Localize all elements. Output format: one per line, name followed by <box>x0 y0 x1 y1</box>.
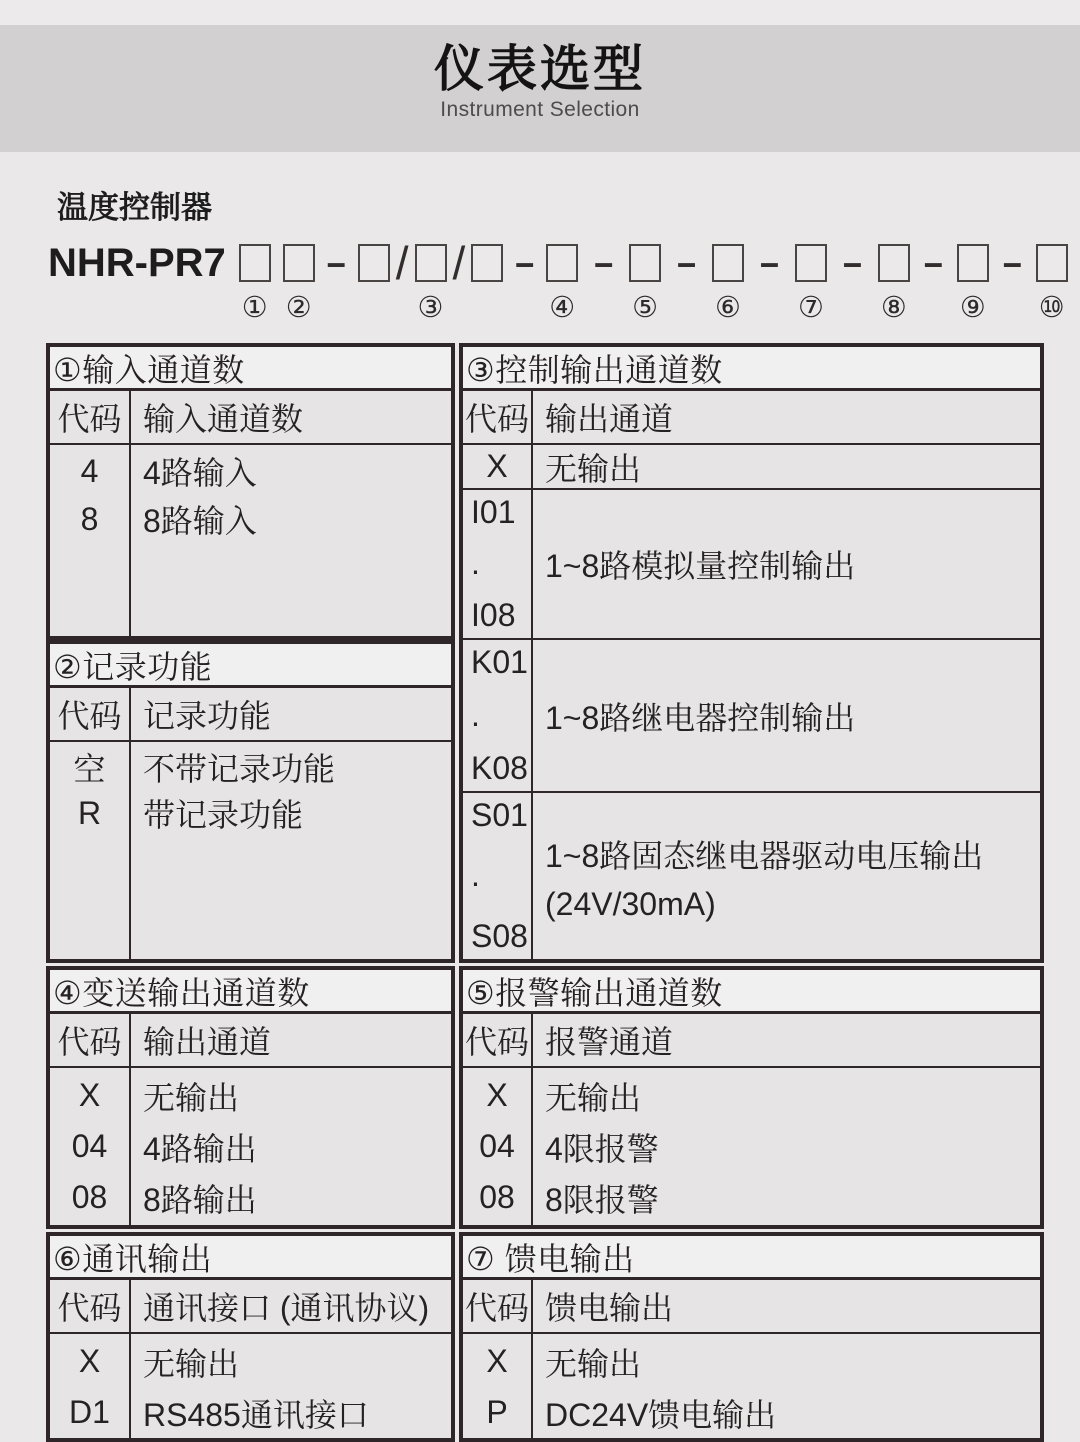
desc-cell: 无输出 <box>545 1345 642 1382</box>
model-code-box-1 <box>239 244 271 324</box>
model-code-box-9 <box>795 244 827 324</box>
model-position-label: ⑩ <box>1038 290 1065 324</box>
model-code-box-3 <box>358 244 390 324</box>
desc-cell: 1~8路继电器控制输出 <box>545 699 856 736</box>
desc-cell: 1~8路固态继电器驱动电压输出 (24V/30mA) <box>545 838 984 922</box>
code-box-icon <box>546 244 578 282</box>
model-position-label: ⑥ <box>715 290 742 324</box>
col-header-code: 代码 <box>463 391 533 443</box>
table-transmit-output-channels <box>46 966 455 1229</box>
model-position-label: ⑤ <box>632 290 659 324</box>
code-box-icon <box>795 244 827 282</box>
table-row-no-output <box>463 445 1040 490</box>
code-cell: X <box>78 1343 101 1379</box>
desc-cell: 8路输出 <box>143 1181 257 1218</box>
dash-separator-icon: – <box>760 241 779 285</box>
col-header-desc: 通讯接口 (通讯协议) <box>143 1290 430 1326</box>
table-section-title: ①输入通道数 <box>50 347 451 391</box>
top-strip <box>0 0 1080 25</box>
table-body <box>50 1334 451 1438</box>
code-box-icon <box>629 244 661 282</box>
table-communication-output <box>46 1232 455 1442</box>
slash-separator-icon: / <box>452 237 466 289</box>
desc-cell: 1~8路模拟量控制输出 <box>545 548 856 584</box>
col-header-desc: 输出通道 <box>545 401 674 437</box>
table-record-function <box>46 640 455 963</box>
code-cell: P <box>486 1394 508 1430</box>
table-control-output-channels <box>459 343 1044 963</box>
dash-separator-icon: – <box>326 241 346 285</box>
table-body <box>50 445 451 636</box>
selection-tables <box>46 343 1080 1442</box>
model-code-box-7 <box>629 244 661 324</box>
dash-separator-icon: – <box>923 241 943 285</box>
table-input-channels <box>46 343 455 640</box>
table-body <box>463 1334 1040 1438</box>
desc-cell: 4路输出 <box>143 1130 257 1167</box>
desc-cell: 无输出 <box>143 1079 240 1116</box>
col-header-code: 代码 <box>50 391 131 443</box>
model-code-box-12 <box>1036 244 1068 324</box>
page-title: 仪表选型 <box>434 41 646 97</box>
dash-separator-icon: – <box>594 241 614 285</box>
model-code-box-5 <box>471 244 503 324</box>
table-section-title: ②记录功能 <box>50 644 451 688</box>
code-cell: 4 <box>80 452 99 489</box>
dash-separator-icon: – <box>1002 241 1022 285</box>
code-box-icon <box>283 244 315 282</box>
table-section-title: ③控制输出通道数 <box>463 347 1040 391</box>
col-header-desc: 记录功能 <box>143 698 272 734</box>
table-section-title: ⑤报警输出通道数 <box>463 970 1040 1014</box>
desc-cell: RS485通讯接口 <box>143 1396 369 1433</box>
column-header-row <box>463 1014 1040 1068</box>
table-section-title: ⑦ 馈电输出 <box>463 1236 1040 1280</box>
model-code-box-8 <box>712 244 744 324</box>
table-row-ssr-output <box>463 793 1040 959</box>
col-header-code: 代码 <box>463 1014 533 1066</box>
code-box-icon <box>239 244 271 282</box>
model-code-box-11 <box>957 244 989 324</box>
code-box-icon <box>415 244 447 282</box>
code-cell: X <box>486 1077 508 1113</box>
code-box-icon <box>712 244 744 282</box>
col-header-code: 代码 <box>50 1280 131 1332</box>
model-code-box-4 <box>415 244 447 324</box>
model-position-label: ③ <box>417 290 444 324</box>
table-power-supply-output <box>459 1232 1044 1442</box>
model-position-label: ① <box>241 290 268 324</box>
page-header <box>0 25 1080 152</box>
desc-cell: 带记录功能 <box>143 797 304 833</box>
table-row-analog-output <box>463 490 1040 640</box>
column-header-row <box>50 1014 451 1068</box>
code-cell: 04 <box>479 1128 515 1164</box>
desc-cell: 4限报警 <box>545 1130 659 1167</box>
desc-cell: 不带记录功能 <box>143 751 336 787</box>
code-cell: 08 <box>71 1179 108 1215</box>
col-header-desc: 馈电输出 <box>545 1290 674 1326</box>
col-header-code: 代码 <box>463 1280 533 1332</box>
model-position-label: ⑦ <box>797 290 824 324</box>
desc-cell: 8路输入 <box>143 503 257 539</box>
code-cell: 8 <box>80 500 99 537</box>
desc-cell: 无输出 <box>143 1345 240 1382</box>
col-header-code: 代码 <box>50 1014 131 1066</box>
code-cell: X <box>463 445 533 488</box>
code-cell: X <box>78 1077 101 1113</box>
col-header-desc: 输出通道 <box>143 1024 272 1060</box>
column-header-row <box>50 391 451 445</box>
desc-cell: 4路输入 <box>143 455 257 491</box>
code-cell: 08 <box>479 1179 515 1215</box>
table-section-title: ⑥通讯输出 <box>50 1236 451 1280</box>
code-cell: S01 . S08 <box>463 793 533 959</box>
desc-cell: DC24V馈电输出 <box>545 1396 777 1433</box>
slash-separator-icon: / <box>395 237 409 289</box>
code-cell: K01 . K08 <box>463 640 533 791</box>
column-header-row <box>463 391 1040 445</box>
tables-right-column <box>459 343 1044 1442</box>
desc-cell: 8限报警 <box>545 1181 659 1218</box>
column-header-row <box>50 1280 451 1334</box>
product-category: 温度控制器 <box>57 190 212 225</box>
table-row-relay-output <box>463 640 1040 793</box>
table-body <box>50 1068 451 1225</box>
code-box-icon <box>471 244 503 282</box>
table-body <box>463 1068 1040 1225</box>
model-position-label: ⑧ <box>880 290 907 324</box>
model-position-label: ④ <box>549 290 576 324</box>
column-header-row <box>50 688 451 742</box>
model-code-box-10 <box>878 244 910 324</box>
page-subtitle: Instrument Selection <box>440 98 640 121</box>
code-cell: X <box>486 1343 508 1379</box>
tables-left-column <box>46 343 455 1442</box>
model-code-line <box>48 237 1080 324</box>
code-box-icon <box>957 244 989 282</box>
code-cell: I01 . I08 <box>463 490 533 638</box>
desc-cell: 无输出 <box>545 450 642 487</box>
model-position-label: ② <box>285 290 312 324</box>
code-cell: 空 <box>73 751 106 787</box>
dash-separator-icon: – <box>515 241 535 285</box>
code-box-icon <box>358 244 390 282</box>
table-alarm-output-channels <box>459 966 1044 1229</box>
model-prefix: NHR-PR7 <box>48 241 226 285</box>
model-code-box-2 <box>283 244 315 324</box>
code-cell: R <box>77 794 102 831</box>
dash-separator-icon: – <box>842 241 862 285</box>
column-header-row <box>463 1280 1040 1334</box>
desc-cell: 无输出 <box>545 1079 642 1116</box>
model-code-box-6 <box>546 244 578 324</box>
model-position-label: ⑨ <box>959 290 986 324</box>
table-body <box>50 742 451 959</box>
code-box-icon <box>1036 244 1068 282</box>
col-header-desc: 输入通道数 <box>143 401 304 437</box>
table-section-title: ④变送输出通道数 <box>50 970 451 1014</box>
dash-separator-icon: – <box>677 241 697 285</box>
col-header-desc: 报警通道 <box>545 1024 674 1060</box>
code-box-icon <box>878 244 910 282</box>
code-cell: 04 <box>71 1128 108 1164</box>
col-header-code: 代码 <box>50 688 131 740</box>
code-cell: D1 <box>69 1394 110 1430</box>
